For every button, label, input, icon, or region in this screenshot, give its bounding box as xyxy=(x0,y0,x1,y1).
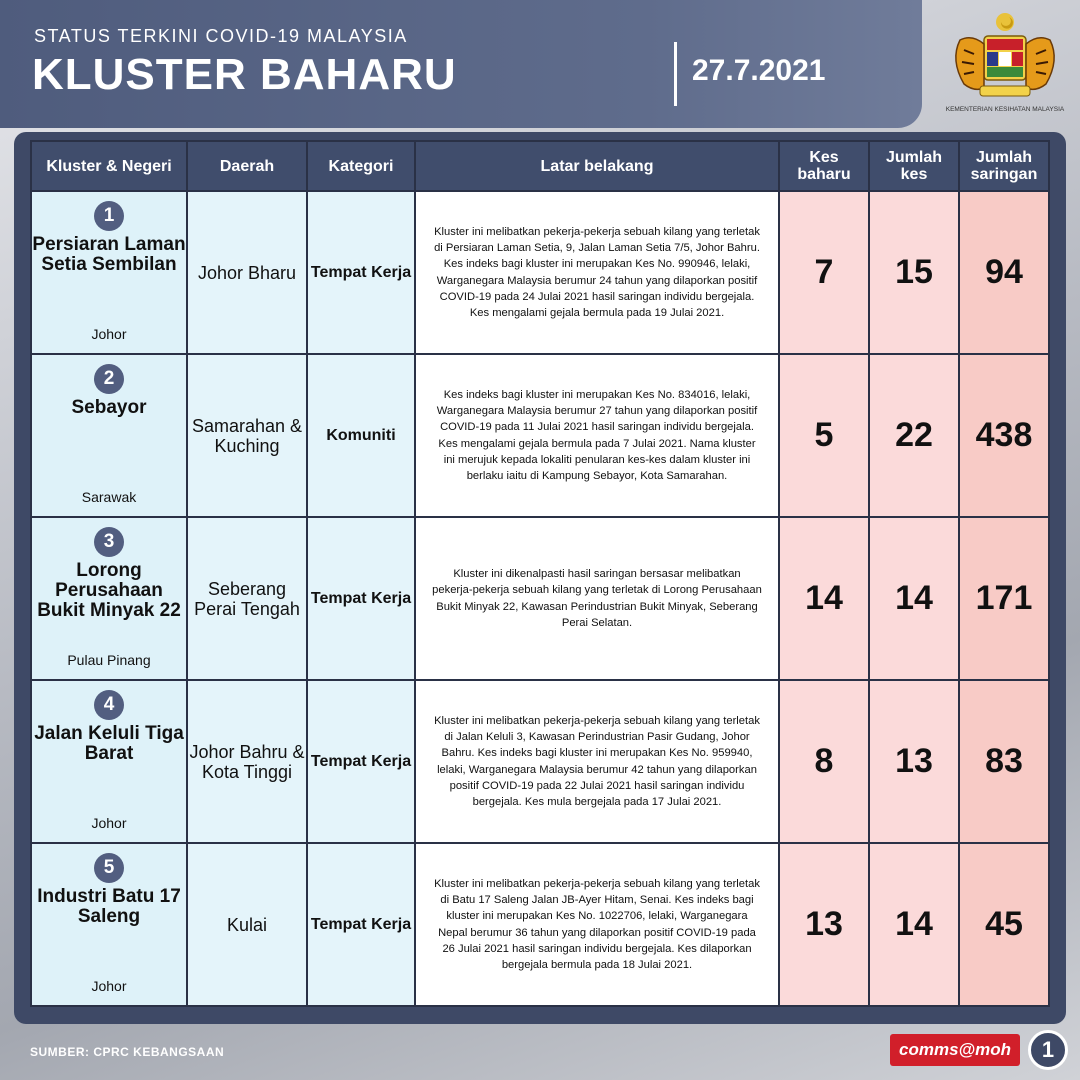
header-banner xyxy=(0,0,922,128)
col-header-latar: Latar belakang xyxy=(415,141,779,191)
kategori-text: Tempat Kerja xyxy=(310,916,412,933)
latar-belakang-text: Kluster ini dikenalpasti hasil saringan bersasar melibatkan pekerja-pekerja sebuah kilang yang terletak di Lorong Perusahaan Bukit Minyak 22, Kawasan Perindustrian Bukit Minyak, Seberang Perai Selatan. xyxy=(415,517,779,680)
jumlah-kes-value: 13 xyxy=(895,742,933,780)
jumlah-kes-value: 22 xyxy=(895,416,933,454)
jumlah-kes-cell xyxy=(869,843,959,1006)
jumlah-kes-cell xyxy=(869,354,959,517)
table-row xyxy=(31,191,1049,354)
daerah-text: Johor Bharu xyxy=(197,262,297,283)
latar-belakang-text: Kluster ini melibatkan pekerja-pekerja sebuah kilang yang terletak di Batu 17 Saleng Jalan JB-Ayer Hitam, Senai. Kes indeks bagi kluster ini merupakan Kes No. 1022706, lelaki, Warganegara Nepal berumur 36 tahun yang dilaporkan positif COVID-19 pada 26 Julai 2021 hasil saringan individu bergejala. Kes dilaporkan bergejala bermula pada 18 Julai 2021. xyxy=(415,843,779,1006)
jumlah-kes-cell xyxy=(869,517,959,680)
table-row xyxy=(31,680,1049,843)
cluster-state: Johor xyxy=(91,815,127,831)
jumlah-saringan-value: 438 xyxy=(975,416,1033,454)
kategori-cell xyxy=(307,680,415,843)
cluster-state: Johor xyxy=(91,978,127,994)
cluster-cell xyxy=(31,680,187,843)
table-row xyxy=(31,517,1049,680)
kes-baharu-value: 8 xyxy=(814,742,834,780)
jumlah-saringan-value: 94 xyxy=(985,253,1023,291)
daerah-text: Samarahan & Kuching xyxy=(191,415,303,456)
kategori-text: Tempat Kerja xyxy=(310,264,412,281)
jumlah-saringan-cell xyxy=(959,843,1049,1006)
kategori-cell xyxy=(307,843,415,1006)
kes-baharu-cell xyxy=(779,843,869,1006)
cluster-number-badge: 3 xyxy=(94,527,124,557)
table-row xyxy=(31,354,1049,517)
kes-baharu-value: 5 xyxy=(814,416,834,454)
kategori-text: Tempat Kerja xyxy=(310,590,412,607)
daerah-cell xyxy=(187,191,307,354)
page-number-badge: 1 xyxy=(1028,1030,1068,1070)
cluster-cell xyxy=(31,354,187,517)
jumlah-kes-value: 15 xyxy=(895,253,933,291)
jumlah-saringan-cell xyxy=(959,354,1049,517)
daerah-cell xyxy=(187,680,307,843)
cluster-cell xyxy=(31,517,187,680)
jumlah-kes-cell xyxy=(869,191,959,354)
jumlah-saringan-value: 83 xyxy=(985,742,1023,780)
report-date: 27.7.2021 xyxy=(692,54,826,87)
kategori-cell xyxy=(307,191,415,354)
cluster-name: Sebayor xyxy=(71,397,147,418)
page-subtitle: STATUS TERKINI COVID-19 MALAYSIA xyxy=(34,26,408,46)
cluster-number-badge: 5 xyxy=(94,853,124,883)
cluster-name: Persiaran Laman Setia Sembilan xyxy=(32,234,186,275)
cluster-number-badge: 4 xyxy=(94,690,124,720)
daerah-cell xyxy=(187,517,307,680)
latar-belakang-text: Kluster ini melibatkan pekerja-pekerja sebuah kilang yang terletak di Jalan Keluli 3, Kawasan Perindustrian Pasir Gudang, Johor Bahru. Kes indeks bagi kluster ini merupakan Kes No. 959940, lelaki, Warganegara Malaysia berumur 42 tahun yang dilaporkan positif COVID-19 pada 22 Julai 2021 hasil saringan individu bergejala. Kes mula bergejala pada 17 Julai 2021. xyxy=(415,680,779,843)
kategori-text: Tempat Kerja xyxy=(310,753,412,770)
kategori-cell xyxy=(307,517,415,680)
cluster-cell xyxy=(31,843,187,1006)
cluster-number-badge: 1 xyxy=(94,201,124,231)
cluster-state: Pulau Pinang xyxy=(67,652,151,668)
col-header-kategori: Kategori xyxy=(307,141,415,191)
header-divider xyxy=(674,42,677,106)
jumlah-saringan-value: 45 xyxy=(985,905,1023,943)
jumlah-kes-cell xyxy=(869,680,959,843)
source-credit: SUMBER: CPRC KEBANGSAAN xyxy=(30,1045,225,1059)
kategori-cell xyxy=(307,354,415,517)
table-header-row xyxy=(31,141,1049,191)
col-header-kes-baharu: Kes baharu xyxy=(779,141,869,191)
cluster-name: Lorong Perusahaan Bukit Minyak 22 xyxy=(37,560,181,621)
col-header-kluster: Kluster & Negeri xyxy=(31,141,187,191)
jumlah-kes-value: 14 xyxy=(895,905,933,943)
latar-belakang-text: Kluster ini melibatkan pekerja-pekerja sebuah kilang yang terletak di Persiaran Laman Setia, 9, Jalan Laman Setia 7/5, Johor Bahru. Kes indeks bagi kluster ini merupakan Kes No. 990946, lelaki, Warganegara Malaysia berumur 24 tahun yang dilaporkan positif COVID-19 pada 24 Julai 2021 hasil saringan individu bergejala. Kes mengalami gejala bermula pada 19 Julai 2021. xyxy=(415,191,779,354)
malaysia-coat-of-arms-icon xyxy=(946,10,1064,110)
col-header-jumlah-kes: Jumlah kes xyxy=(869,141,959,191)
kes-baharu-value: 14 xyxy=(805,579,843,617)
daerah-text: Kulai xyxy=(226,914,268,935)
cluster-table xyxy=(30,140,1050,1007)
kes-baharu-cell xyxy=(779,680,869,843)
comms-moh-tag: comms@moh xyxy=(890,1034,1020,1066)
cluster-number-badge: 2 xyxy=(94,364,124,394)
cluster-state: Johor xyxy=(91,326,127,342)
latar-belakang-text: Kes indeks bagi kluster ini merupakan Kes No. 834016, lelaki, Warganegara Malaysia berumur 27 tahun yang dilaporkan positif COVID-19 pada 11 Julai 2021 hasil saringan individu bergejala. Kes mengalami gejala bermula pada 7 Julai 2021. Nama kluster ini merujuk kepada lokaliti penularan kes-kes dalam kluster ini berlaku iaitu di Kampung Sebayor, Kota Samarahan. xyxy=(415,354,779,517)
page-title: KLUSTER BAHARU xyxy=(32,50,457,99)
jumlah-saringan-cell xyxy=(959,191,1049,354)
kes-baharu-cell xyxy=(779,191,869,354)
kes-baharu-cell xyxy=(779,354,869,517)
jumlah-saringan-value: 171 xyxy=(975,579,1033,617)
cluster-name: Jalan Keluli Tiga Barat xyxy=(34,723,184,764)
cluster-name: Industri Batu 17 Saleng xyxy=(37,886,181,927)
daerah-text: Seberang Perai Tengah xyxy=(194,578,300,619)
cluster-cell xyxy=(31,191,187,354)
col-header-jumlah-saringan: Jumlah saringan xyxy=(959,141,1049,191)
daerah-cell xyxy=(187,843,307,1006)
ministry-label: KEMENTERIAN KESIHATAN MALAYSIA xyxy=(945,106,1065,113)
jumlah-saringan-cell xyxy=(959,517,1049,680)
cluster-state: Sarawak xyxy=(81,489,137,505)
table-row xyxy=(31,843,1049,1006)
daerah-text: Johor Bahru & Kota Tinggi xyxy=(189,741,305,782)
kes-baharu-cell xyxy=(779,517,869,680)
col-header-daerah: Daerah xyxy=(187,141,307,191)
kes-baharu-value: 13 xyxy=(805,905,843,943)
kategori-text: Komuniti xyxy=(326,427,396,444)
kes-baharu-value: 7 xyxy=(814,253,834,291)
jumlah-saringan-cell xyxy=(959,680,1049,843)
daerah-cell xyxy=(187,354,307,517)
jumlah-kes-value: 14 xyxy=(895,579,933,617)
